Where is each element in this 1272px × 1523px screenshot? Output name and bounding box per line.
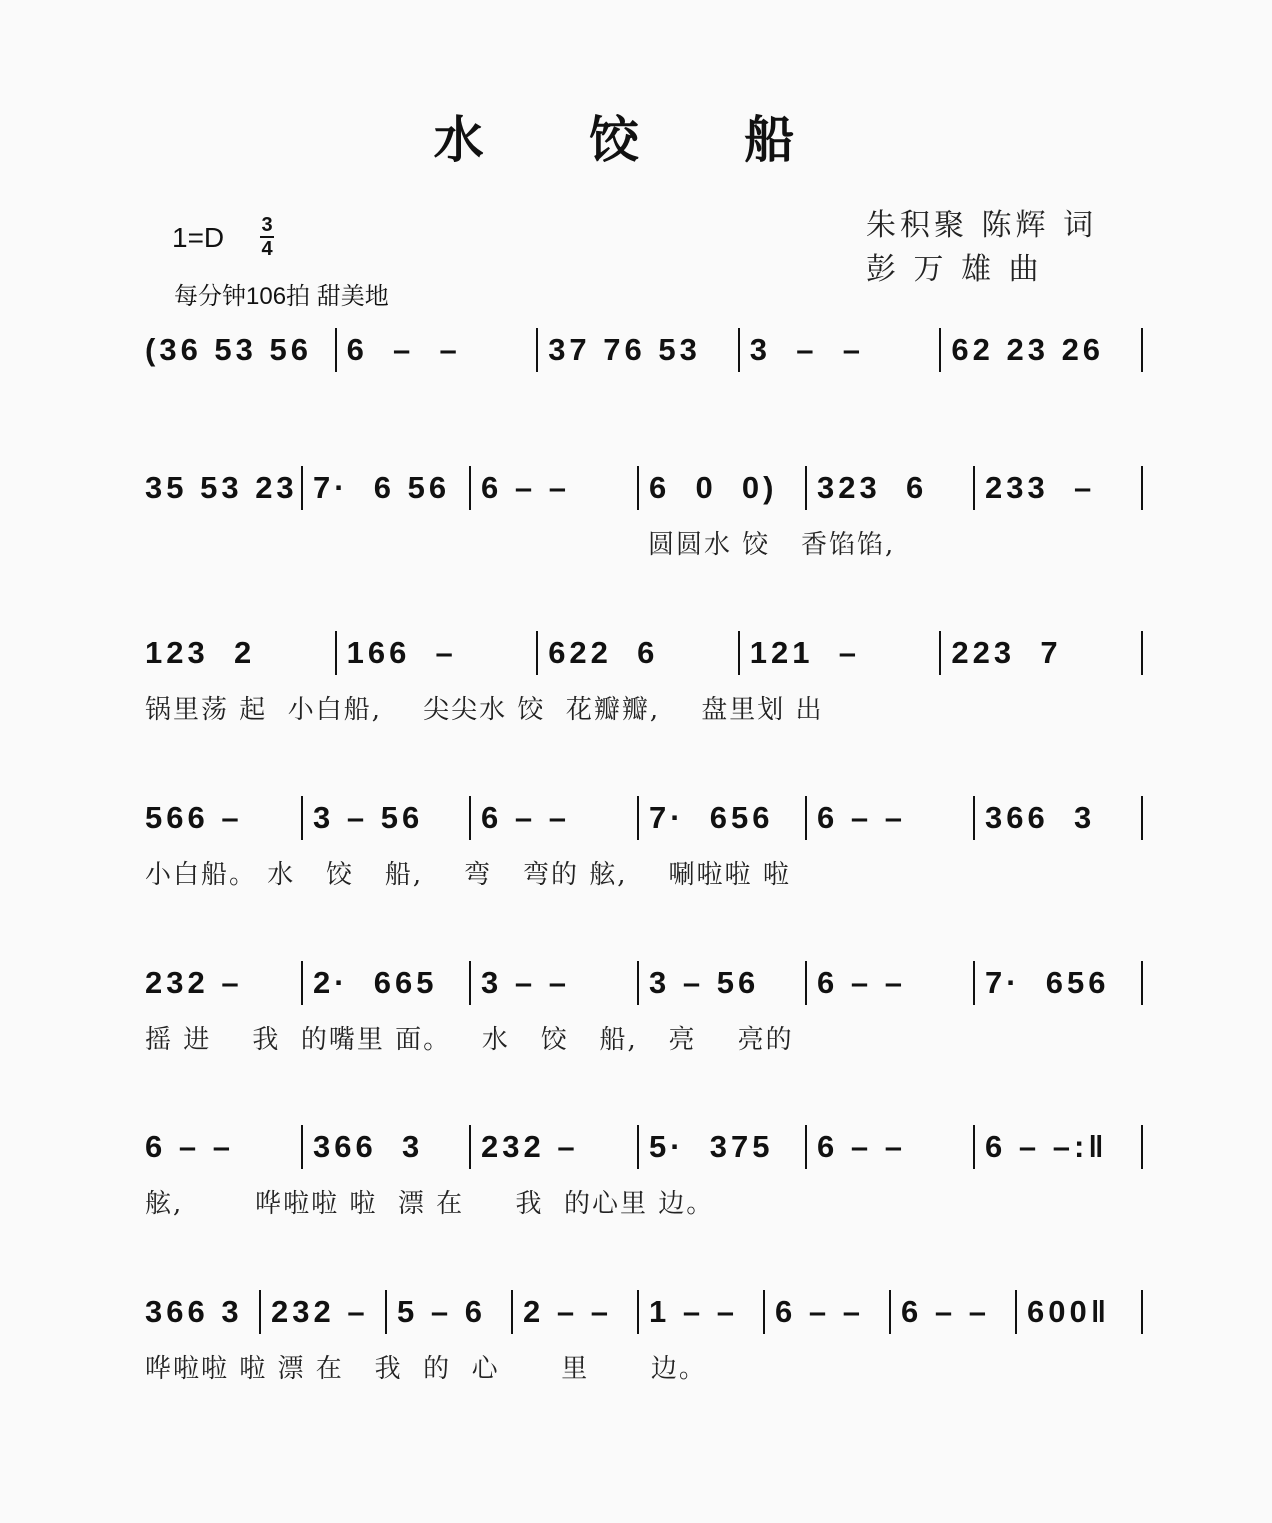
time-bottom: 4 <box>261 238 273 260</box>
score-line <box>145 796 1143 840</box>
measure: 6 – – <box>145 1129 234 1164</box>
lyricist-credit: 朱积聚 陈辉 词 <box>866 208 1098 243</box>
measure: 6 – – <box>805 1125 973 1169</box>
measure: 6 – – <box>805 961 973 1005</box>
measure: 5 – 6 <box>385 1290 511 1334</box>
measure: 6 – – <box>335 328 537 372</box>
measure: 1 – – <box>637 1290 763 1334</box>
measure: 232 – <box>145 965 243 1000</box>
song-title: 水 饺 船 <box>433 110 839 169</box>
barline <box>1141 466 1143 510</box>
score-line <box>145 1125 1143 1169</box>
measure: 7· 656 <box>637 796 805 840</box>
measure: 622 6 <box>536 631 738 675</box>
measure: 6 – – <box>889 1290 1015 1334</box>
score-line <box>145 328 1143 372</box>
measure: 7· 6 56 <box>301 466 469 510</box>
lyrics-line: 舷, 哗啦啦 啦 漂 在 我 的心里 边。 <box>145 1189 715 1219</box>
measure: 37 76 53 <box>536 328 738 372</box>
score-line <box>145 961 1143 1005</box>
barline <box>1141 796 1143 840</box>
measure: 6 0 0) <box>637 466 805 510</box>
barline <box>1141 1290 1143 1334</box>
lyrics-line: 摇 进 我 的嘴里 面。 水 饺 船, 亮 亮的 <box>145 1025 794 1055</box>
measure: 3 – 56 <box>637 961 805 1005</box>
measure: 366 3 <box>301 1125 469 1169</box>
measure: 6 – –:‖ <box>973 1125 1141 1169</box>
measure: 62 23 26 <box>939 328 1141 372</box>
measure: 6 – – <box>469 466 637 510</box>
key-signature: 1=D <box>172 222 225 253</box>
lyrics-line: 哗啦啦 啦 漂 在 我 的 心 里 边。 <box>145 1354 707 1384</box>
measure: 233 – <box>973 466 1141 510</box>
measure: 366 3 <box>973 796 1141 840</box>
measure: 6 – – <box>805 796 973 840</box>
score-line <box>145 631 1143 675</box>
barline <box>1141 961 1143 1005</box>
composer-credit: 彭 万 雄 曲 <box>866 252 1043 287</box>
score-line <box>145 1290 1143 1334</box>
lyrics-line: 圆圆水 饺 香馅馅, <box>145 530 896 560</box>
time-top: 3 <box>261 214 273 236</box>
barline <box>1141 631 1143 675</box>
measure: 323 6 <box>805 466 973 510</box>
measure: 123 2 <box>145 635 256 670</box>
measure: 223 7 <box>939 631 1141 675</box>
measure: 2 – – <box>511 1290 637 1334</box>
measure: 6 – – <box>469 796 637 840</box>
measure: 166 – <box>335 631 537 675</box>
barline <box>1141 328 1143 372</box>
measure: 566 – <box>145 800 243 835</box>
measure: 3 – – <box>738 328 940 372</box>
score-line <box>145 466 1143 510</box>
time-signature <box>260 214 274 260</box>
measure: (36 53 56 <box>145 332 312 367</box>
measure: 121 – <box>738 631 940 675</box>
measure: 600‖ <box>1015 1290 1141 1334</box>
barline <box>1141 1125 1143 1169</box>
lyrics-line: 锅里荡 起 小白船, 尖尖水 饺 花瓣瓣, 盘里划 出 <box>145 695 824 725</box>
tempo-marking: 每分钟106拍 甜美地 <box>174 283 389 310</box>
measure: 232 – <box>469 1125 637 1169</box>
measure: 35 53 23 <box>145 470 298 505</box>
measure: 232 – <box>259 1290 385 1334</box>
measure: 2· 665 <box>301 961 469 1005</box>
measure: 366 3 <box>145 1294 243 1329</box>
measure: 3 – 56 <box>301 796 469 840</box>
measure: 3 – – <box>469 961 637 1005</box>
measure: 7· 656 <box>973 961 1141 1005</box>
measure: 5· 375 <box>637 1125 805 1169</box>
lyrics-line: 小白船。 水 饺 船, 弯 弯的 舷, 唰啦啦 啦 <box>145 860 791 890</box>
measure: 6 – – <box>763 1290 889 1334</box>
